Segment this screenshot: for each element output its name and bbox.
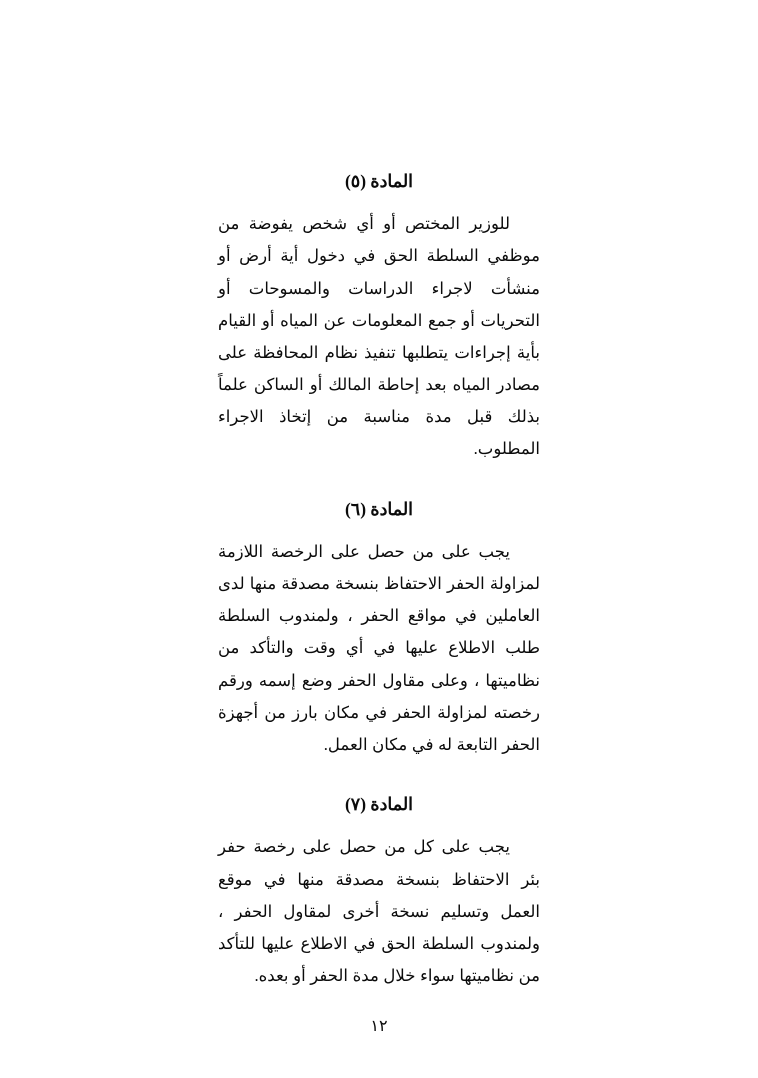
article-6 [218,496,540,761]
page-content [218,168,540,992]
article-7-body: يجب على كل من حصل على رخصة حفر بئر الاحتفاظ بنسخة مصدقة منها في موقع العمل وتسليم نسخة أخرى لمقاول الحفر ، ولمندوب السلطة الحق في الاطلاع عليها للتأكد من نظاميتها سواء خلال مدة الحفر أو بعده. [218,837,540,986]
article-5-body: للوزير المختص أو أي شخص يفوضة من موظفي السلطة الحق في دخول أية أرض أو منشأت لاجراء الدراسات والمسوحات أو التحريات أو جمع المعلومات عن المياه أو القيام بأية إجراءات يتطلبها تنفيذ نظام المحافظة على مصادر المياه بعد إحاطة المالك أو الساكن علماً بذلك قبل مدة مناسبة من إتخاذ الاجراء المطلوب. [218,214,540,459]
article-6-heading: المادة (٦) [344,498,414,519]
page-number: ١٢ [370,1018,388,1035]
article-5 [218,168,540,466]
article-7 [218,791,540,992]
article-6-body: يجب على من حصل على الرخصة اللازمة لمزاولة الحفر الاحتفاظ بنسخة مصدقة منها لدى العاملين في مواقع الحفر ، ولمندوب السلطة طلب الاطلاع عليها في أي وقت والتأكد من نظاميتها ، وعلى مقاول الحفر وضع إسمه ورقم رخصته لمزاولة الحفر في مكان بارز من أجهزة الحفر التابعة له في مكان العمل. [218,541,540,754]
article-7-heading: المادة (٧) [344,794,414,815]
article-5-heading: المادة (٥) [344,171,414,191]
